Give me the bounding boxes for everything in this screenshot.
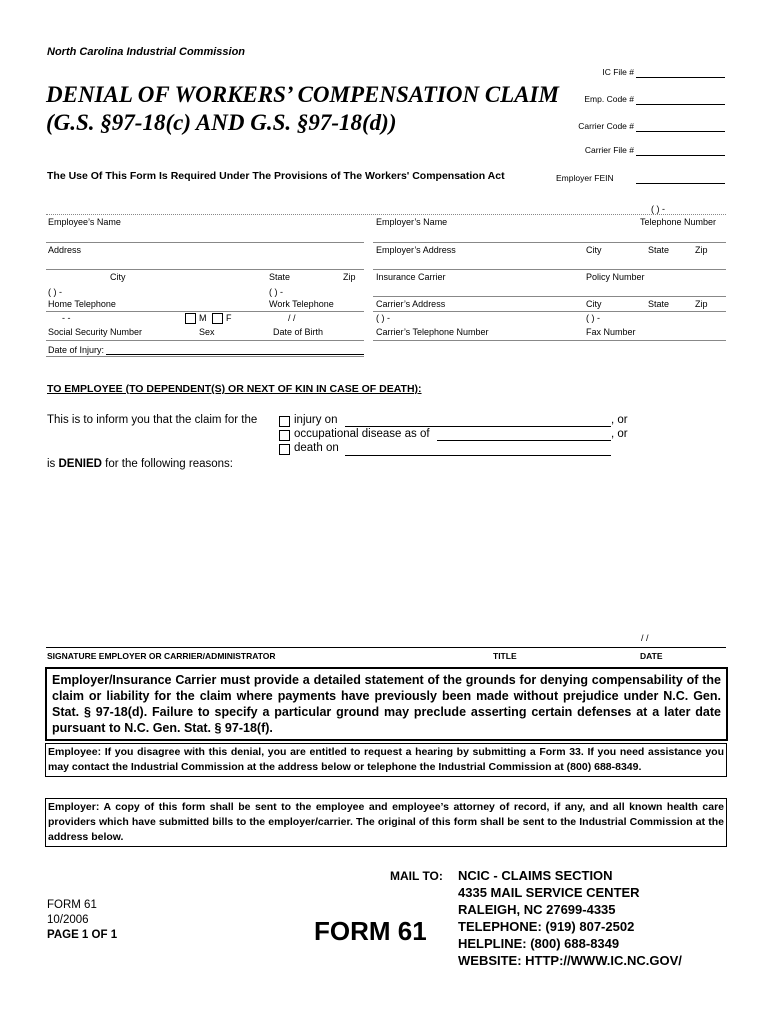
title-label: TITLE [493,651,517,661]
fax-template: ( ) - [586,313,600,323]
mailing-address [458,867,682,969]
helpline-line: HELPLINE: (800) 688-8349 [458,936,620,951]
sex-m-checkbox[interactable] [185,313,196,324]
date-label: DATE [640,651,663,661]
line [46,242,364,243]
line [373,311,726,312]
employer-zip-label: Zip [695,245,708,255]
employer-name-label: Employer’s Name [376,217,448,227]
occupational-disease-date-input[interactable] [437,440,611,441]
carrier-zip-label: Zip [695,299,708,309]
dob-template: / / [288,313,296,323]
emp-code-input[interactable] [636,104,725,105]
denied-text: is DENIED for the following reasons: [47,458,233,470]
carrier-file-input[interactable] [636,155,725,156]
employer-fein-label: Employer FEIN [556,173,614,183]
carrier-phone-label: Carrier’s Telephone Number [376,327,489,337]
death-date-input[interactable] [345,455,611,456]
mail-to-label: MAIL TO: [390,869,443,883]
address-line: 4335 MAIL SERVICE CENTER [458,885,640,900]
employee-state-label: State [269,272,291,282]
injury-checkbox[interactable] [279,416,290,427]
employee-name-label: Employee’s Name [48,217,121,227]
employee-address-label: Address [48,245,82,255]
ic-file-label: IC File # [602,67,634,77]
form-info [47,898,117,943]
line [373,296,726,297]
ssn-label: Social Security Number [48,327,143,337]
work-telephone-label: Work Telephone [269,299,334,309]
employee-zip-label: Zip [343,272,356,282]
carrier-notice-box: Employer/Insurance Carrier must provide a detailed statement of the grounds for denying compensability of the claim or liability for the claim where payments have previously been made without prejudice under N.C. Gen. Stat. § 97-18(d). Failure to specify a particular ground may preclude asserting certain defenses at a later date pursuant to N.C. Gen. Stat. § 97-18(f). [45,667,728,741]
signature-label: SIGNATURE EMPLOYER OR CARRIER/ADMINISTRATOR [47,651,276,661]
signature-date-template: / / [641,633,649,643]
employer-fein-input[interactable] [636,183,725,184]
ssn-template: - - [62,313,71,323]
address-line: NCIC - CLAIMS SECTION [458,868,613,883]
emp-code-label: Emp. Code # [584,94,634,104]
employer-notice-box: Employer: A copy of this form shall be sent to the employee and employee’s attorney of record, if any, and all known health care providers which have submitted bills to the employer/carrier. The original of this form shall be sent to the Industrial Commission at the address below. [45,798,727,847]
requirement-text: The Use Of This Form Is Required Under The Provisions of The Workers' Compensation Act [47,170,505,182]
carrier-phone-template: ( ) - [376,313,390,323]
injury-on-label: injury on [294,414,338,426]
carrier-state-label: State [648,299,670,309]
employer-city-label: City [586,245,602,255]
date-of-injury-input[interactable] [106,354,364,355]
form-title-line2: (G.S. §97-18(c) AND G.S. §97-18(d)) [46,110,397,135]
telephone-line: TELEPHONE: (919) 807-2502 [458,919,635,934]
line [46,269,364,270]
death-on-label: death on [294,442,339,454]
death-checkbox[interactable] [279,444,290,455]
line [373,340,726,341]
occupational-disease-label: occupational disease as of [294,428,430,440]
line [46,340,364,341]
carrier-code-label: Carrier Code # [578,121,634,131]
occupational-disease-or: , or [611,428,628,440]
big-form-label: FORM 61 [314,916,427,946]
sex-m-label: M [199,313,207,323]
top-divider [46,214,726,215]
line [373,242,726,243]
line [373,269,726,270]
employee-notice-box: Employee: If you disagree with this denial, you are entitled to request a hearing by submitting a Form 33. If you need assistance you may contact the Industrial Commission at the address below or telephone the Industrial Commission at (800) 688-8349. [45,743,727,777]
employee-city-label: City [110,272,126,282]
carrier-file-label: Carrier File # [584,145,634,155]
sex-label: Sex [199,327,215,337]
sex-f-checkbox[interactable] [212,313,223,324]
inform-text: This is to inform you that the claim for the [47,414,258,426]
carrier-code-input[interactable] [636,131,725,132]
form-title-line1: DENIAL OF WORKERS’ COMPENSATION CLAIM [46,82,559,107]
page-number: PAGE 1 OF 1 [47,929,118,941]
work-phone-template: ( ) - [269,287,283,297]
address-line: RALEIGH, NC 27699-4335 [458,902,616,917]
employer-address-label: Employer’s Address [376,245,456,255]
home-telephone-label: Home Telephone [48,299,116,309]
agency-name: North Carolina Industrial Commission [47,46,246,58]
injury-date-input[interactable] [345,426,611,427]
website-line[interactable]: WEBSITE: HTTP://WWW.IC.NC.GOV/ [458,953,682,968]
reasons-area[interactable] [47,478,725,628]
employer-state-label: State [648,245,670,255]
employer-telephone-label: Telephone Number [640,217,717,227]
form-id: FORM 61 [47,899,97,911]
ic-file-input[interactable] [636,77,725,78]
to-employee-heading: TO EMPLOYEE (TO DEPENDENT(S) OR NEXT OF KIN IN CASE OF DEATH): [47,383,422,395]
policy-number-label: Policy Number [586,272,645,282]
carrier-address-label: Carrier’s Address [376,299,446,309]
form-revision: 10/2006 [47,914,89,926]
line [46,311,364,312]
insurance-carrier-label: Insurance Carrier [376,272,446,282]
dob-label: Date of Birth [273,327,324,337]
injury-or: , or [611,414,628,426]
sex-f-label: F [226,313,232,323]
occupational-disease-checkbox[interactable] [279,430,290,441]
line [46,356,364,357]
employer-phone-template: ( ) - [651,204,665,214]
carrier-city-label: City [586,299,602,309]
signature-line[interactable] [46,647,726,648]
date-of-injury-label: Date of Injury: [48,345,105,355]
home-phone-template: ( ) - [48,287,62,297]
fax-number-label: Fax Number [586,327,636,337]
